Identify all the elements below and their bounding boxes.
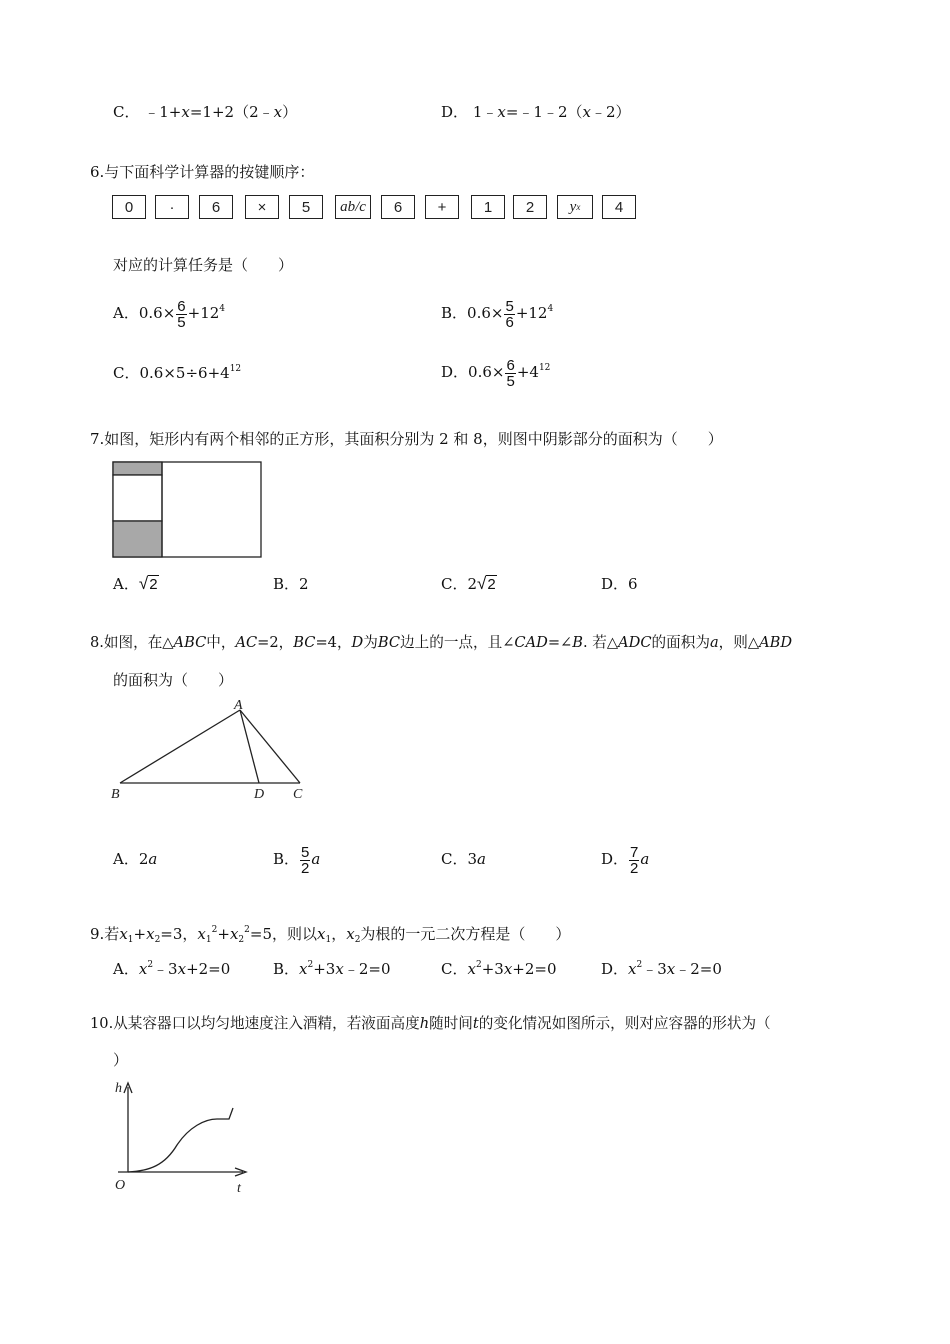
q9-option-b: B．$x^2+3x﹣2=0$	[273, 960, 391, 978]
liquid-height-curve	[128, 1108, 233, 1172]
q10-height-time-graph	[105, 1075, 260, 1200]
q6-stem: 6.与下面科学计算器的按键顺序：	[90, 163, 315, 181]
label-d: D	[254, 787, 265, 802]
shaded-bottom-region	[113, 521, 162, 557]
q8-option-a: A．2a	[113, 850, 158, 868]
key-plus: +	[425, 195, 459, 219]
q8-option-c: C．3a	[441, 850, 486, 868]
key-1: 1	[471, 195, 505, 219]
segment-ab	[120, 710, 240, 783]
q6-option-d: D．0.6× $\frac{6}{5}$ $+4^{12}$	[441, 356, 551, 390]
t-axis-label: t	[237, 1181, 241, 1196]
shaded-top-strip	[113, 462, 162, 475]
key-0: 0	[112, 195, 146, 219]
q9-option-d: D．$x^2﹣3x﹣2=0$	[601, 960, 722, 978]
q10-stem-line2: ）	[113, 1051, 129, 1069]
q8-option-b: B． $\frac{5}{2}$ a	[273, 843, 321, 877]
q5-option-c: C． ﹣1+x=1+2（2﹣x）	[113, 103, 298, 121]
key-2: 2	[513, 195, 547, 219]
q7-option-b: B．2	[273, 575, 309, 593]
origin-label: O	[115, 1178, 126, 1193]
q7-option-a: A．√2	[113, 574, 158, 593]
label-c: C	[293, 787, 303, 802]
q6-option-c: C．$0.6\times 5\div 6+4^{12}$	[113, 364, 242, 382]
key-6: 6	[199, 195, 233, 219]
q6-option-b: B．0.6× $\frac{5}{6}$ $+12^4$	[441, 297, 554, 331]
q8-stem-line1: 8.如图，在△ABC中，AC=2，BC=4，D为BC边上的一点，且∠CAD=∠B. 若△ADC的面积为a，则△ABD	[90, 634, 793, 651]
key-multiply: ×	[245, 195, 279, 219]
q9-option-a: A．$x^2﹣3x+2=0$	[113, 960, 231, 978]
key-point: ·	[155, 195, 189, 219]
label-a: A	[234, 698, 243, 713]
q7-option-c: C．2√2	[441, 574, 496, 593]
q7-stem: 7.如图，矩形内有两个相邻的正方形，其面积分别为 2 和 8，则图中阴影部分的面积为（ ）	[90, 430, 723, 448]
q8-triangle-figure	[105, 695, 315, 805]
q6-option-a: A．0.6× $\frac{6}{5}$ $+12^4$	[113, 297, 226, 331]
key-6b: 6	[381, 195, 415, 219]
q8-option-d: D． $\frac{7}{2}$ a	[601, 843, 650, 877]
h-axis-label: h	[115, 1081, 122, 1096]
key-power: y x	[557, 195, 593, 219]
q9-stem: 9.若$x_1+x_2=3$，$x_1^2+x_2^2=5$，则以$x_1$，$x_2$为根的一元二次方程是（ ）	[90, 925, 571, 945]
key-4: 4	[602, 195, 636, 219]
q10-stem-line1: 10.从某容器口以均匀地速度注入酒精，若液面高度h随时间t的变化情况如图所示，则对应容器的形状为（	[90, 1015, 771, 1032]
q9-option-c: C．$x^2+3x+2=0$	[441, 960, 557, 978]
small-square	[113, 475, 162, 521]
key-fraction: ab/c	[335, 195, 371, 219]
q8-stem-line2: 的面积为（ ）	[113, 671, 234, 689]
q7-rectangle-figure	[110, 458, 266, 562]
q6-task: 对应的计算任务是（ ）	[113, 256, 294, 274]
key-5: 5	[289, 195, 323, 219]
q7-option-d: D．6	[601, 575, 638, 593]
label-b: B	[111, 787, 120, 802]
q5-option-d: D． 1﹣x=﹣1﹣2（x﹣2）	[441, 103, 631, 121]
